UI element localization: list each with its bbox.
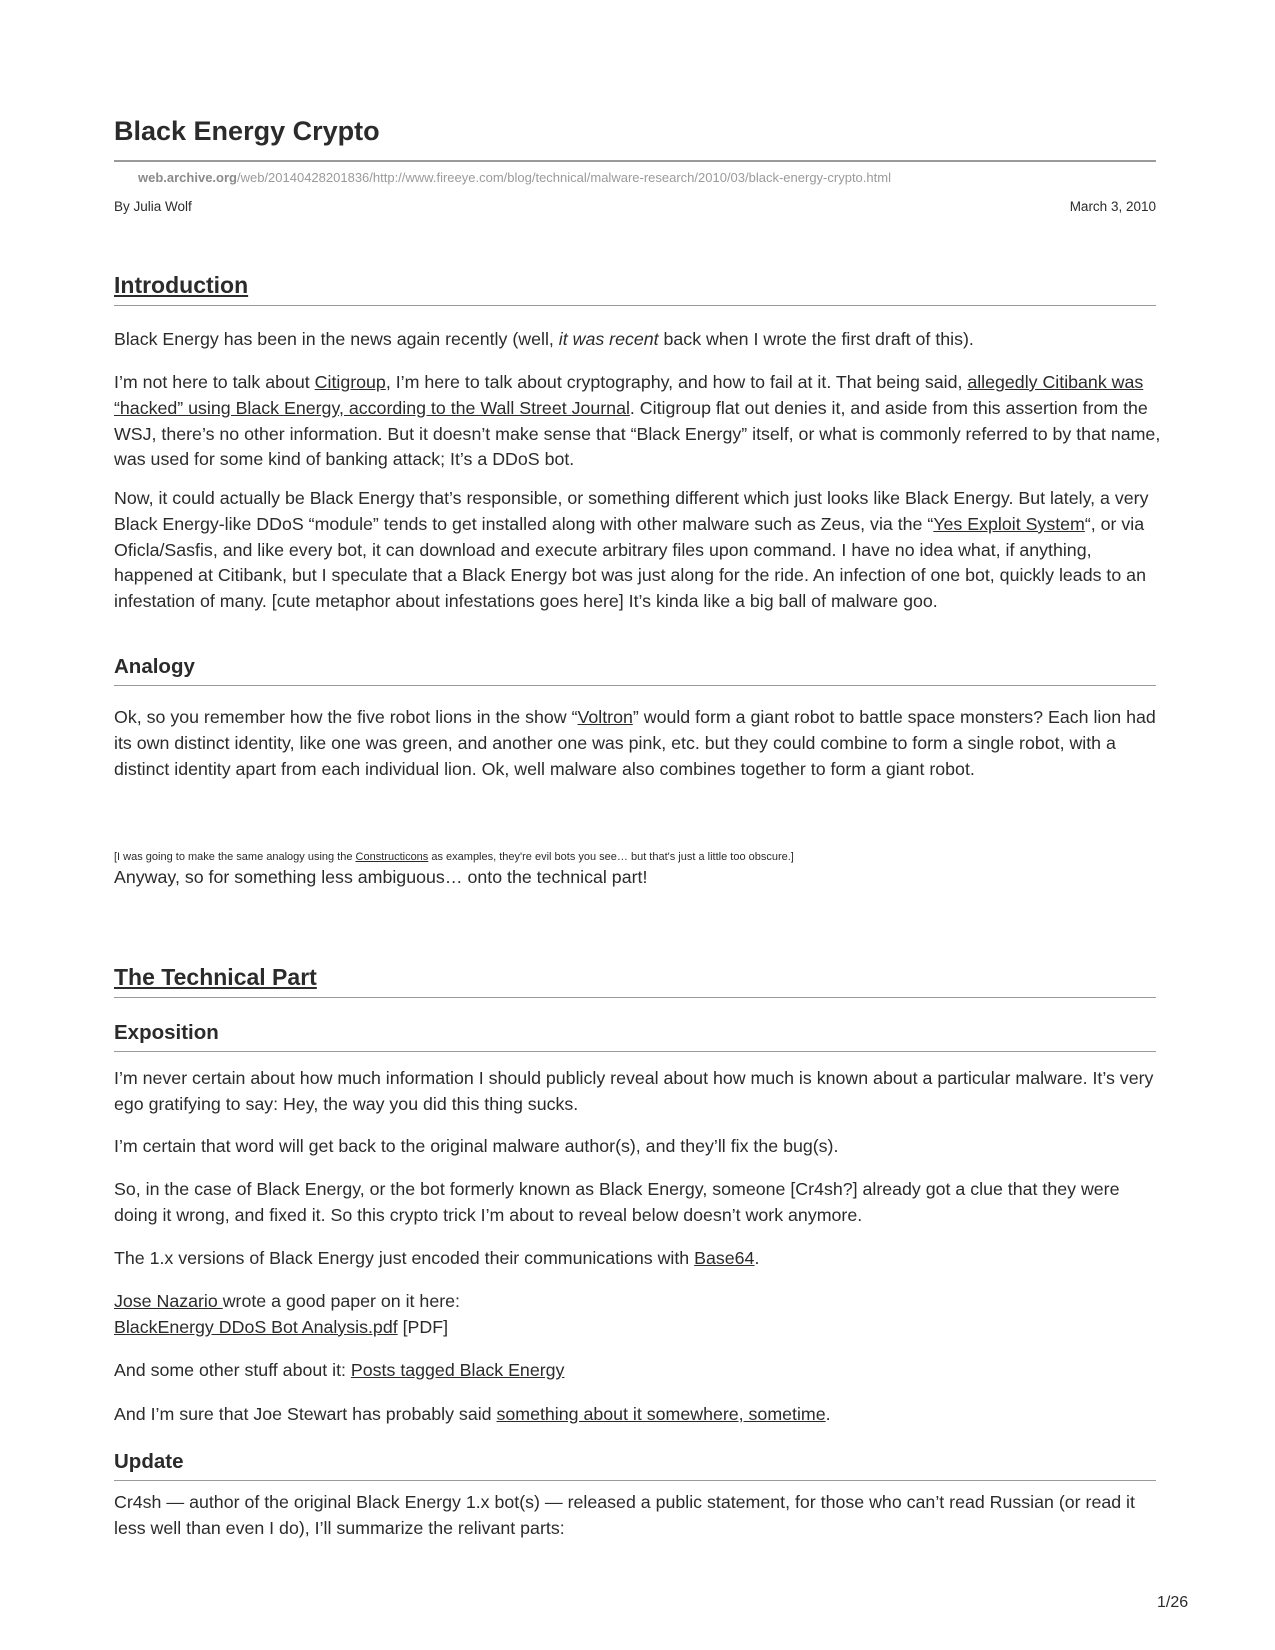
text-run: as examples, they're evil bots you see… but that's just a little too obscure.] [428,851,794,863]
text-run: . [825,1404,831,1424]
text-run: . [754,1248,760,1268]
text-run: [PDF] [397,1316,449,1337]
source-url-path: /web/20140428201836/http://www.fireeye.com/blog/technical/malware-research/2010/03/black-energy-crypto.html [236,170,891,185]
wsj-article-link[interactable]: allegedly Citibank was “hacked” using Black Energy, according to the Wall Street Journal [114,372,1144,418]
exposition-paragraph-1: I’m never certain about how much information I should publicly reveal about how much is known about a particular malware. It’s very ego gratifying to say: Hey, the way you did this thing sucks. [114,1068,1154,1114]
text-run: ” would form a giant robot to battle space monsters? Each lion had its own distinct identity, like one was green, and another one was pink, etc. but they could combine to form a single robot, with a distinct identity apart from each individual lion. Ok, well malware also combines together to form a giant robot. [114,707,1156,779]
text-run: Ok, so you remember how the five robot lions in the show “ [114,707,578,727]
page-number: 1/26 [1157,1594,1189,1611]
voltron-link[interactable]: Voltron [577,707,633,727]
constructicons-link[interactable]: Constructicons [355,851,429,863]
exposition-paragraph-6 [114,1358,1162,1384]
text-run: Black Energy has been in the news again recently (well, [114,329,559,349]
exposition-paragraph-3: So, in the case of Black Energy, or the bot formerly known as Black Energy, someone [Cr4sh?] already got a clue that they were doing it wrong, and fixed it. So this crypto trick I’m about to reveal below doesn’t work anymore. [114,1179,1120,1225]
base64-link[interactable]: Base64 [694,1248,755,1268]
text-run: . Citigroup flat out denies it, and aside from this assertion from the WSJ, there’s no other information. But it doesn’t make sense that “Black Energy” itself, or what is commonly referred to by that name, was used for some kind of banking attack; It’s a DDoS bot. [114,397,1161,470]
text-run: And I’m sure that Joe Stewart has probably said [114,1404,497,1424]
intro-paragraph-2 [114,370,1162,473]
update-paragraph-1: Cr4sh — author of the original Black Energy 1.x bot(s) — released a public statement, for those who can’t read Russian (or read it less well than even I do), I’ll summarize the relivant parts: [114,1492,1135,1538]
text-run: I’m not here to talk about [114,372,315,392]
author-byline: By Julia Wolf [114,199,192,214]
analogy-paragraph-1 [114,705,1162,782]
section-heading-update: Update [114,1450,1156,1481]
section-heading-technical-part: The Technical Part [114,964,1156,998]
blackenergy-pdf-link[interactable]: BlackEnergy DDoS Bot Analysis.pdf [114,1316,398,1337]
analogy-paragraph-2: Anyway, so for something less ambiguous… onto the technical part! [114,867,648,887]
page-title: Black Energy Crypto [114,116,380,146]
title-divider [114,160,1156,162]
exposition-paragraph-5 [114,1289,1162,1341]
citigroup-link[interactable]: Citigroup [314,372,386,392]
section-heading-analogy: Analogy [114,655,1156,686]
intro-paragraph-3 [114,486,1162,615]
text-run: back when I wrote the first draft of this). [658,329,974,349]
intro-paragraph-1 [114,327,1162,353]
text-run: And some other stuff about it: [114,1360,351,1380]
joe-stewart-link[interactable]: something about it somewhere, sometime [496,1404,826,1424]
text-run: The 1.x versions of Black Energy just encoded their communications with [114,1248,695,1268]
exposition-paragraph-4 [114,1246,1162,1272]
posts-tagged-link[interactable]: Posts tagged Black Energy [350,1360,565,1380]
text-run: , I’m here to talk about cryptography, and how to fail at it. That being said, [385,372,968,392]
section-heading-exposition: Exposition [114,1021,1156,1052]
text-run: Now, it could actually be Black Energy that’s responsible, or something different which just looks like Black Energy. But lately, a very Black Energy-like DDoS “module” tends to get installed along with other malware such as Zeus, via the “ [114,488,1149,534]
text-run: “, or via Oficla/Sasfis, and like every bot, it can download and execute arbitrary files upon command. I have no idea what, if anything, happened at Citibank, but I speculate that a Black Energy bot was just along for the ride. An infection of one bot, quickly leads to an infestation of many. [cute metaphor about infestations goes here] It’s kinda like a big ball of malware goo. [114,513,1146,612]
post-date: March 3, 2010 [1069,199,1156,214]
text-run: wrote a good paper on it here: [222,1291,460,1311]
source-url[interactable] [138,170,891,185]
emphasis-text: it was recent [558,329,659,349]
exposition-paragraph-7 [114,1402,1162,1428]
jose-nazario-link[interactable]: Jose Nazario [114,1291,223,1311]
section-heading-introduction: Introduction [114,272,1156,306]
source-url-domain: web.archive.org [138,170,237,185]
exposition-paragraph-2: I’m certain that word will get back to the original malware author(s), and they’ll fix the bug(s). [114,1136,839,1156]
analogy-footnote [114,850,1156,864]
text-run: [I was going to make the same analogy using the [114,851,356,863]
yes-exploit-system-link[interactable]: Yes Exploit System [933,513,1085,534]
